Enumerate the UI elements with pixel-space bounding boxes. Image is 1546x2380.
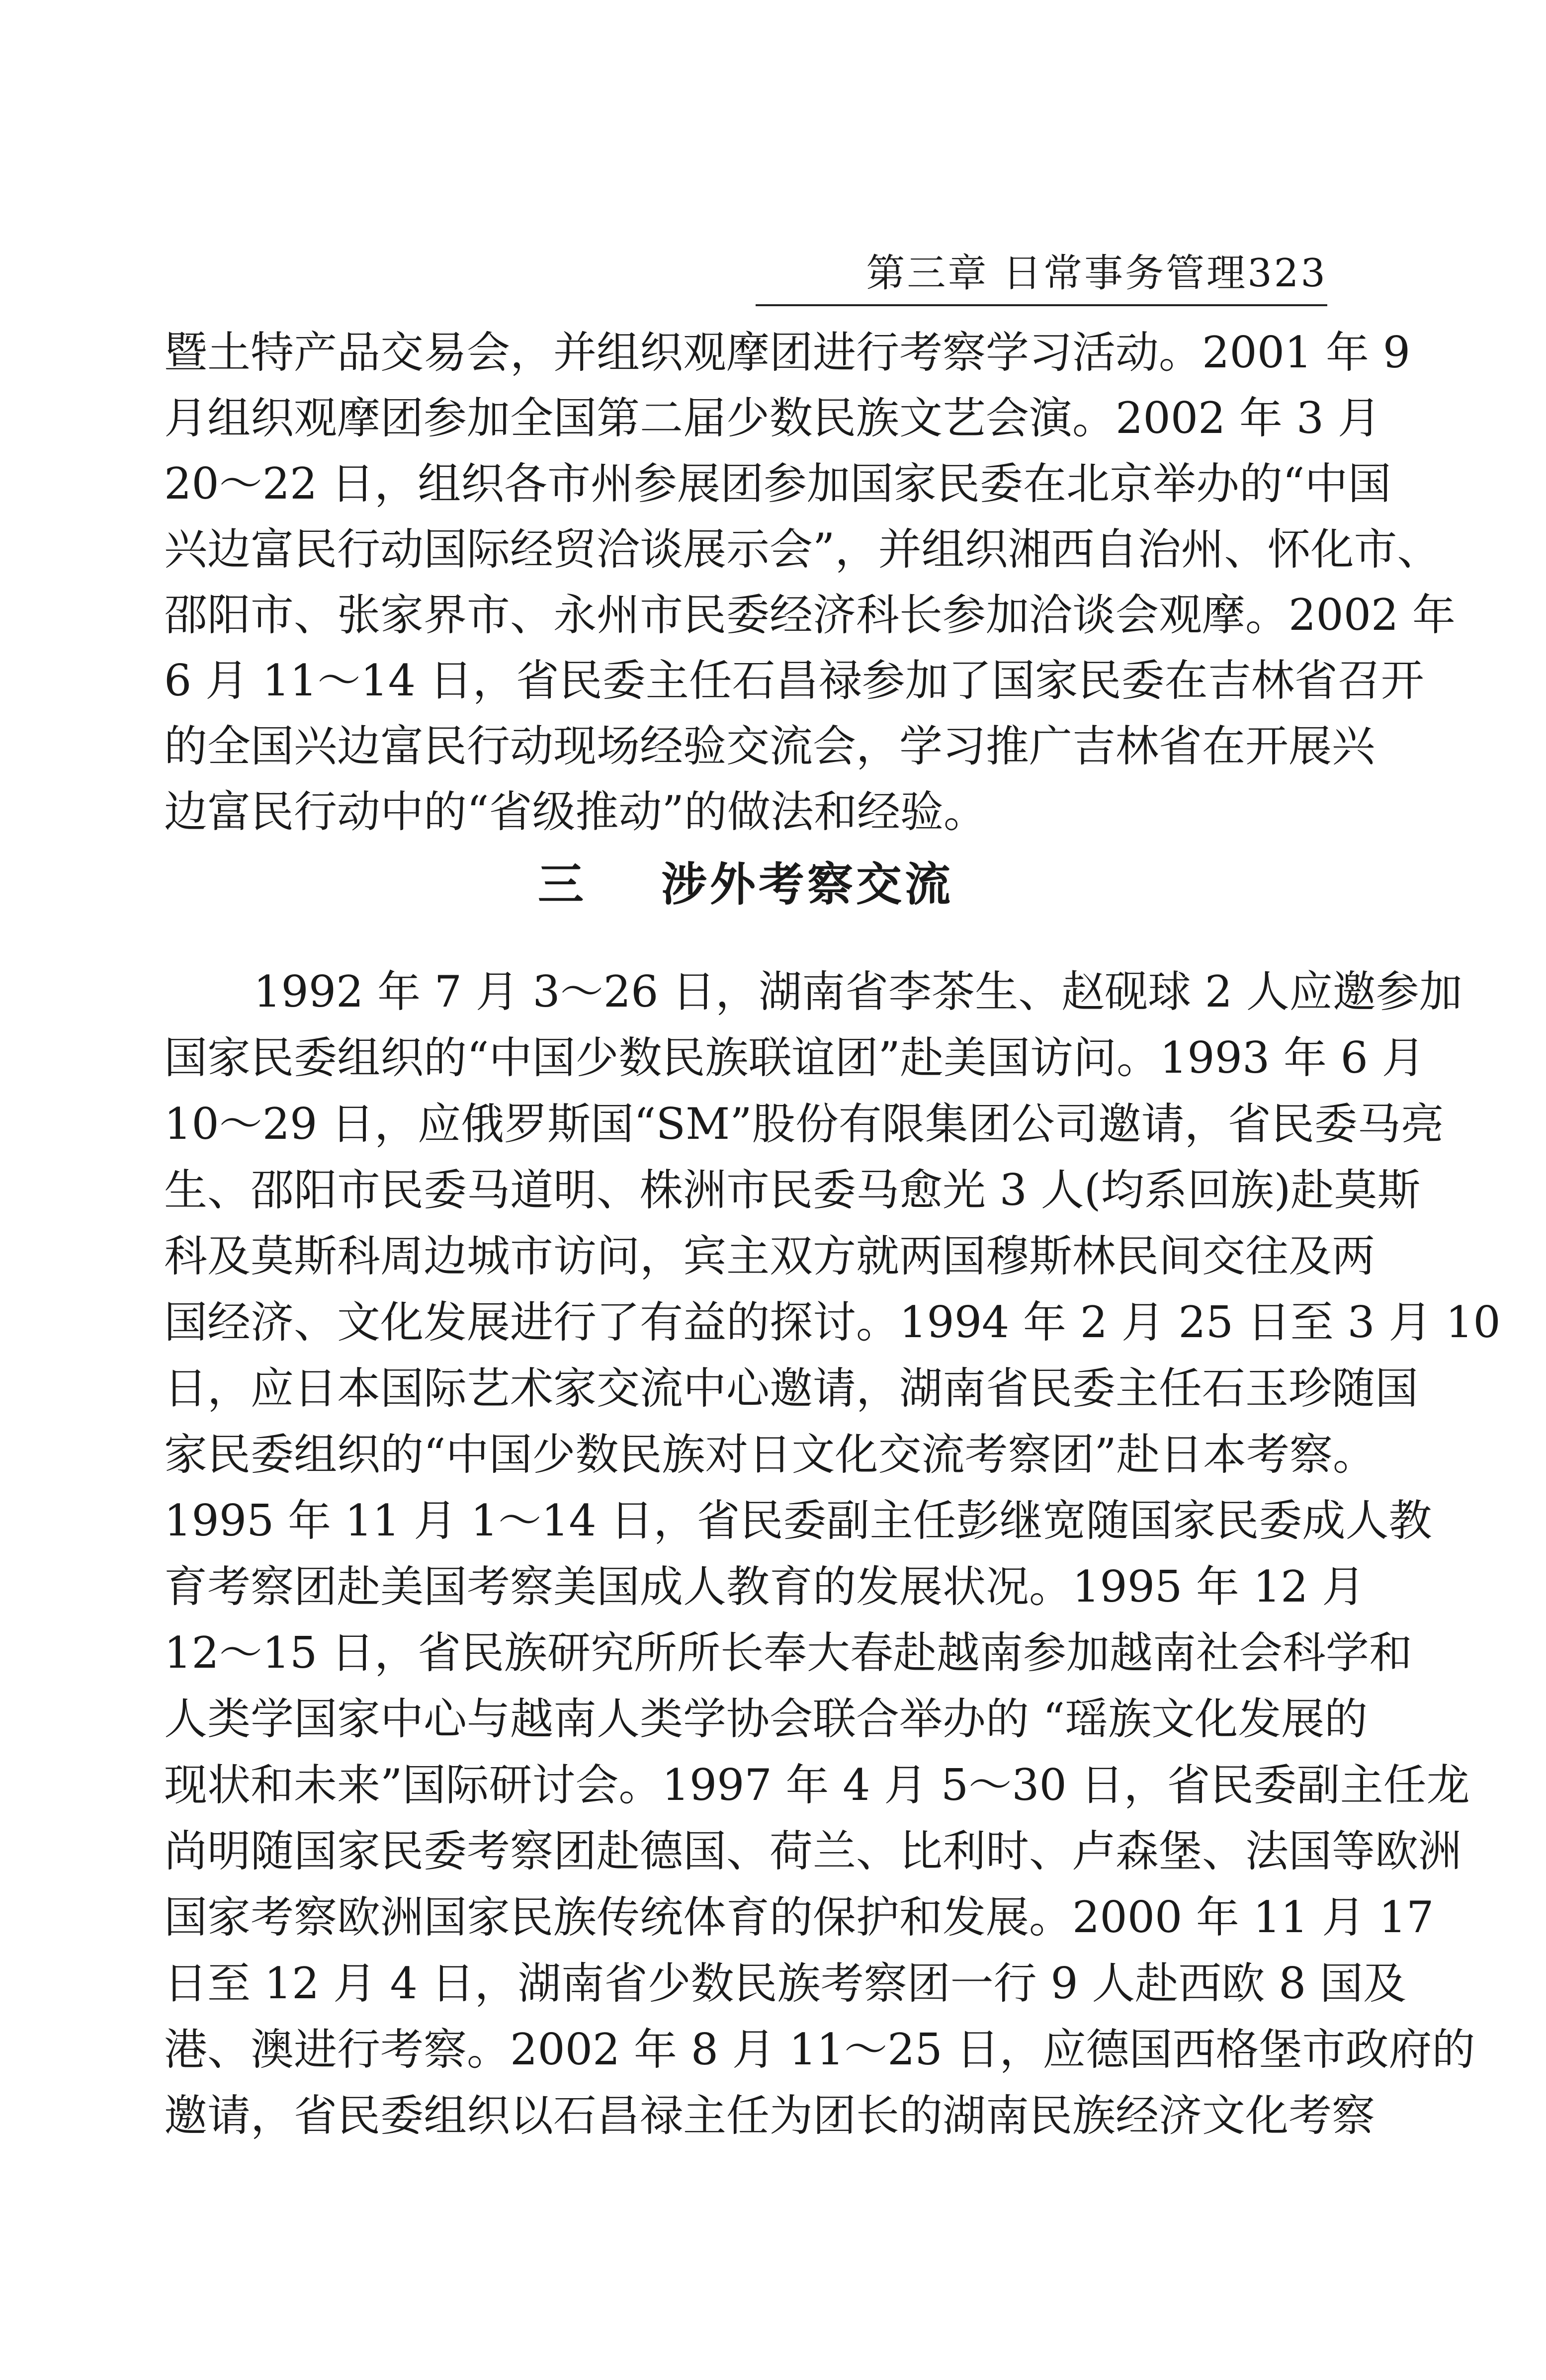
paragraph-1-line: 6 月 11～14 日，省民委主任石昌禄参加了国家民委在吉林省召开 (164, 655, 1424, 706)
paragraph-2-line: 邀请，省民委组织以石昌禄主任为团长的湖南民族经济文化考察 (164, 2090, 1375, 2141)
paragraph-2-line: 国经济、文化发展进行了有益的探讨。1994 年 2 月 25 日至 3 月 10 (164, 1297, 1501, 1348)
paragraph-2-line: 1995 年 11 月 1～14 日，省民委副主任彭继宽随国家民委成人教 (164, 1495, 1432, 1546)
paragraph-1-line: 兴边富民行动国际经贸洽谈展示会”，并组织湘西自治州、怀化市、 (164, 524, 1441, 575)
section-number: 三 (537, 858, 587, 911)
running-header (756, 243, 1327, 306)
paragraph-2-line: 国家考察欧洲国家民族传统体育的保护和发展。2000 年 11 月 17 (164, 1892, 1434, 1943)
paragraph-2-line: 国家民委组织的“中国少数民族联谊团”赴美国访问。1993 年 6 月 (164, 1032, 1425, 1083)
paragraph-2-line: 日，应日本国际艺术家交流中心邀请，湖南省民委主任石玉珍随国 (164, 1363, 1418, 1414)
paragraph-2-line: 科及莫斯科周边城市访问，宾主双方就两国穆斯林民间交往及两 (164, 1231, 1375, 1281)
paragraph-1-line: 的全国兴边富民行动现场经验交流会，学习推广吉林省在开展兴 (164, 721, 1375, 771)
paragraph-1-line: 边富民行动中的“省级推动”的做法和经验。 (164, 786, 987, 837)
paragraph-2-line: 1992 年 7 月 3～26 日，湖南省李茶生、赵砚球 2 人应邀参加 (254, 966, 1462, 1017)
paragraph-1-line: 20～22 日，组织各市州参展团参加国家民委在北京举办的“中国 (164, 458, 1391, 509)
paragraph-1-line: 月组织观摩团参加全国第二届少数民族文艺会演。2002 年 3 月 (164, 393, 1381, 443)
paragraph-2-line: 现状和未来”国际研讨会。1997 年 4 月 5～30 日，省民委副主任龙 (164, 1760, 1470, 1810)
paragraph-1-line: 邵阳市、张家界市、永州市民委经济科长参加洽谈会观摩。2002 年 (164, 590, 1456, 640)
paragraph-2-line: 尚明随国家民委考察团赴德国、荷兰、比利时、卢森堡、法国等欧洲 (164, 1826, 1461, 1876)
paragraph-2-line: 日至 12 月 4 日，湖南省少数民族考察团一行 9 人赴西欧 8 国及 (164, 1958, 1406, 2009)
section-heading (164, 850, 1327, 920)
paragraph-2-line: 10～29 日，应俄罗斯国“SM”股份有限集团公司邀请，省民委马亮 (164, 1099, 1444, 1149)
paragraph-2-line: 港、澳进行考察。2002 年 8 月 11～25 日，应德国西格堡市政府的 (164, 2024, 1475, 2075)
paragraph-2-line: 育考察团赴美国考察美国成人教育的发展状况。1995 年 12 月 (164, 1561, 1366, 1612)
paragraph-2-line: 人类学国家中心与越南人类学协会联合举办的 “瑶族文化发展的 (164, 1694, 1368, 1744)
running-title: 第三章 日常事务管理323 (866, 251, 1327, 296)
paragraph-2-line: 12～15 日，省民族研究所所长奉大春赴越南参加越南社会科学和 (164, 1627, 1413, 1678)
section-title: 涉外考察交流 (661, 858, 954, 911)
paragraph-2-line: 生、邵阳市民委马道明、株洲市民委马愈光 3 人(均系回族)赴莫斯 (164, 1165, 1421, 1215)
paragraph-1-line: 暨土特产品交易会，并组织观摩团进行考察学习活动。2001 年 9 (164, 327, 1411, 378)
paragraph-2-line: 家民委组织的“中国少数民族对日文化交流考察团”赴日本考察。 (164, 1429, 1376, 1480)
